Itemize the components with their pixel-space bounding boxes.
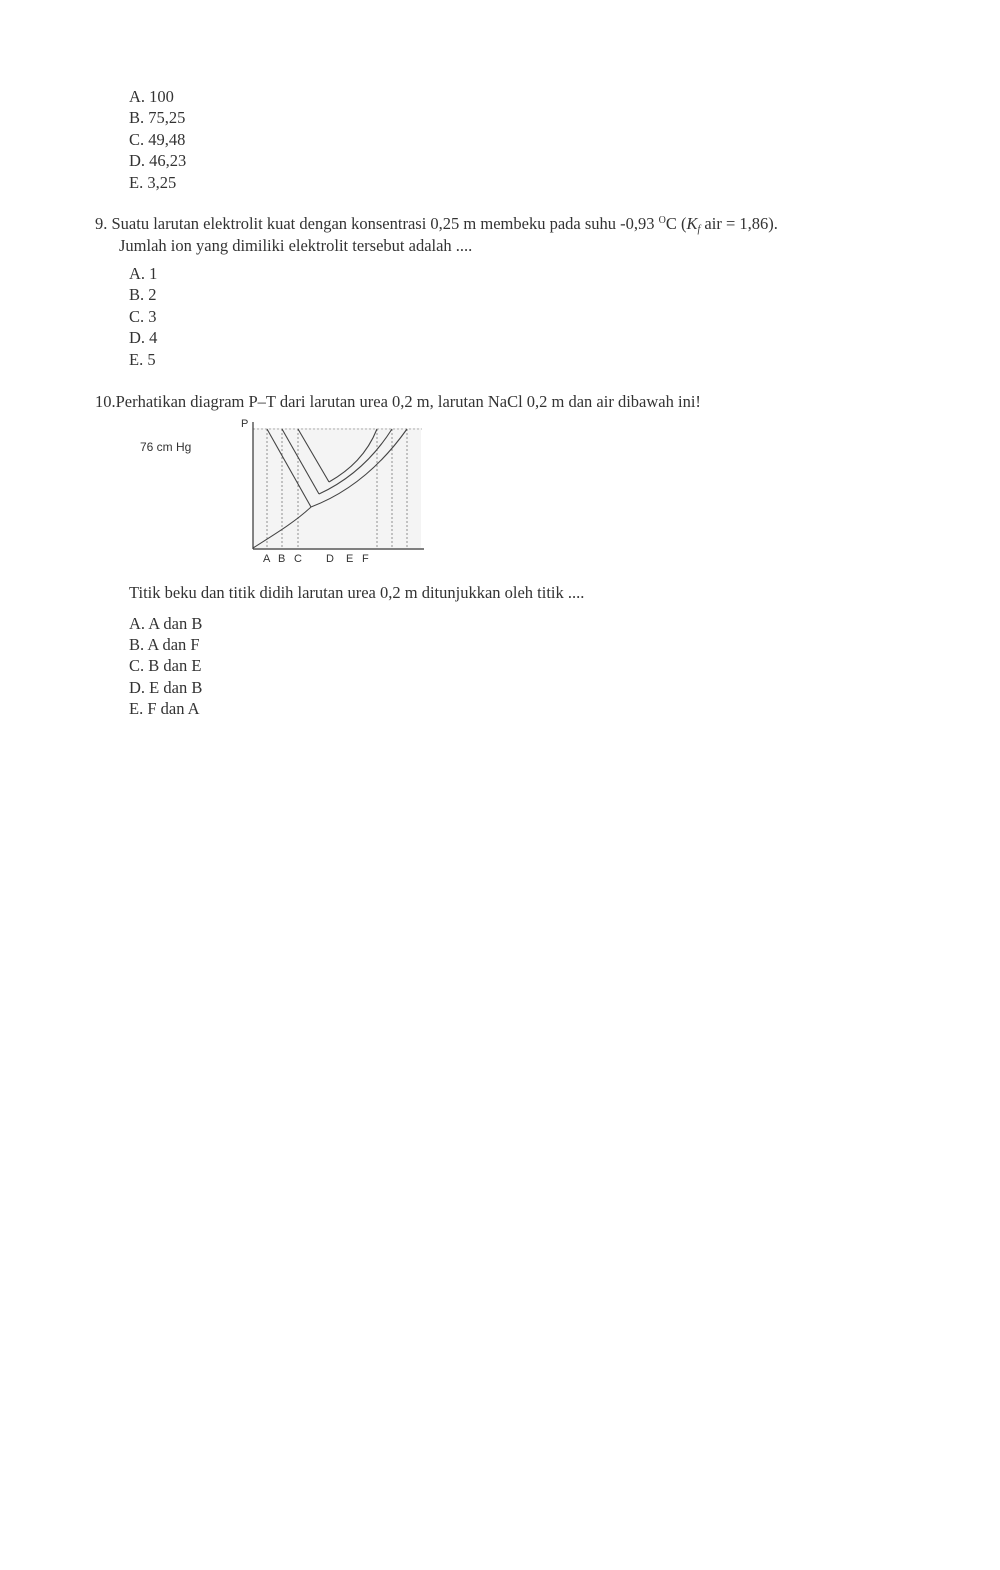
- y-axis-label: P: [241, 418, 249, 430]
- point-label-b: B: [278, 553, 286, 565]
- q8-option-d: D. 46,23: [129, 151, 187, 170]
- q8-option-b: B. 75,25: [129, 108, 186, 127]
- point-label-f: F: [362, 553, 369, 565]
- q9-question-line2: Jumlah ion yang dimiliki elektrolit tersebut adalah ....: [119, 236, 473, 255]
- plot-background: [253, 428, 421, 548]
- pt-phase-diagram: [135, 414, 435, 566]
- q8-option-c: C. 49,48: [129, 130, 186, 149]
- q9-question-line1: [95, 214, 778, 234]
- pressure-label: 76 cm Hg: [140, 440, 192, 454]
- kf-symbol: K: [686, 214, 698, 233]
- q9-text-part: 9. Suatu larutan elektrolit kuat dengan konsentrasi 0,25 m membeku pada suhu -0,93: [95, 214, 659, 233]
- q9-text-part: air = 1,86).: [700, 214, 778, 233]
- q10-option-c: C. B dan E: [129, 656, 202, 675]
- q10-option-b: B. A dan F: [129, 635, 200, 654]
- q9-text-part: C (: [665, 214, 687, 233]
- q10-question-text: Titik beku dan titik didih larutan urea 0,2 m ditunjukkan oleh titik ....: [129, 583, 585, 602]
- point-label-d: D: [326, 553, 334, 565]
- q9-option-a: A. 1: [129, 264, 158, 283]
- q9-option-d: D. 4: [129, 328, 158, 347]
- q8-option-e: E. 3,25: [129, 173, 177, 192]
- q10-option-d: D. E dan B: [129, 678, 203, 697]
- q8-option-a: A. 100: [129, 87, 174, 106]
- q10-option-a: A. A dan B: [129, 614, 203, 633]
- kf-subscript: f: [697, 224, 701, 235]
- q9-option-b: B. 2: [129, 285, 157, 304]
- q10-question-prompt: 10.Perhatikan diagram P–T dari larutan urea 0,2 m, larutan NaCl 0,2 m dan air dibawah ini!: [95, 392, 701, 411]
- q10-option-e: E. F dan A: [129, 699, 200, 718]
- q9-option-c: C. 3: [129, 307, 157, 326]
- degree-superscript: O: [658, 215, 666, 226]
- point-label-c: C: [294, 553, 302, 565]
- point-label-a: A: [263, 553, 271, 565]
- q9-option-e: E. 5: [129, 350, 156, 369]
- point-label-e: E: [346, 553, 354, 565]
